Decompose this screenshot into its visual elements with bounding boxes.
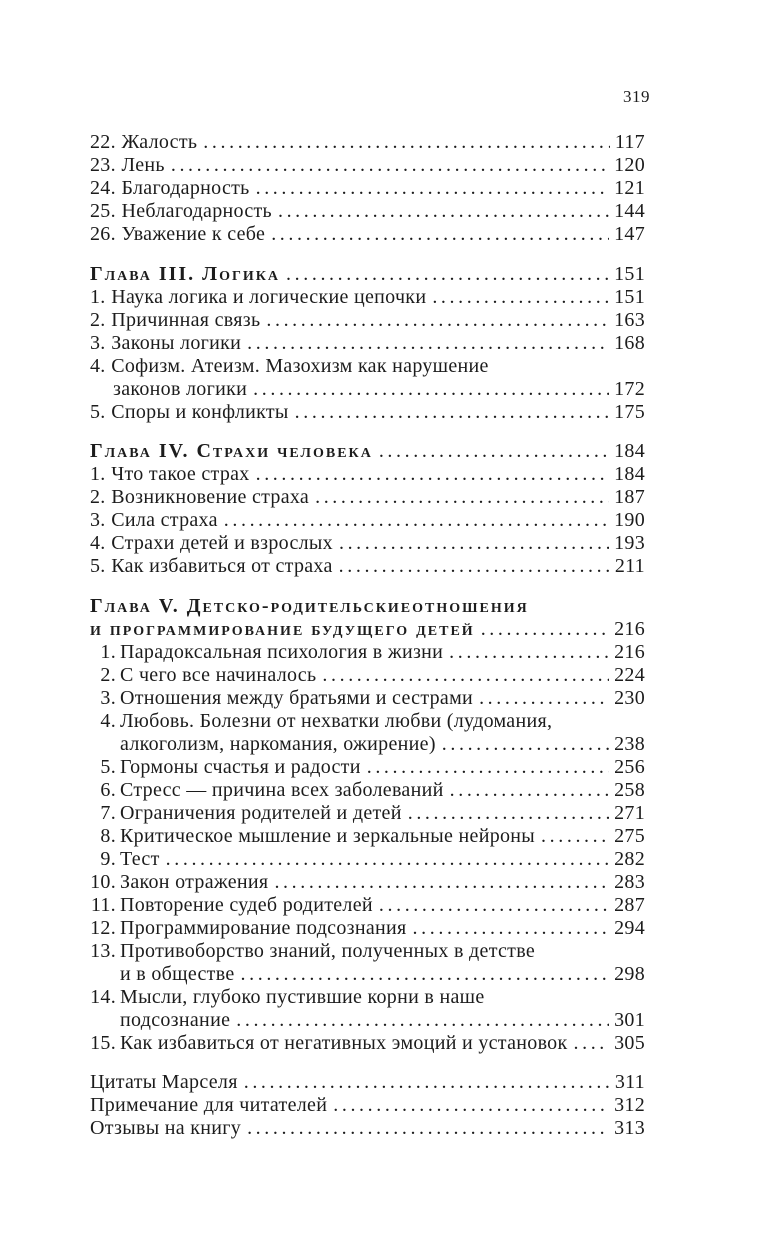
page-reference: 163 — [614, 309, 645, 331]
page-number: 319 — [623, 87, 650, 106]
toc-entry — [90, 687, 645, 710]
toc-entry — [90, 940, 645, 986]
toc-entry-number: 1. — [100, 641, 116, 663]
toc-entry-title: Лень — [121, 154, 165, 176]
toc-line — [90, 1117, 645, 1140]
dot-leader — [166, 848, 609, 871]
toc-entry-number: 3. — [90, 332, 106, 354]
toc-entry-title: Тест — [120, 848, 160, 870]
dot-leader — [333, 1094, 609, 1117]
toc-line — [90, 963, 645, 986]
toc-entry-number: 11. — [90, 894, 116, 916]
toc-line — [90, 177, 645, 200]
toc-line — [90, 440, 645, 463]
toc-line — [90, 664, 645, 687]
toc-entry-title: Программирование подсознания — [120, 917, 407, 939]
page-reference: 211 — [614, 555, 645, 577]
toc-entry — [90, 756, 645, 779]
toc-entry — [90, 286, 645, 309]
toc-entry — [90, 1094, 645, 1117]
toc-entry-number: 6. — [100, 779, 116, 801]
toc-entry-number: 4. — [100, 710, 116, 732]
toc-line — [90, 986, 645, 1009]
toc-line — [90, 871, 645, 894]
dot-leader — [295, 401, 609, 424]
page-reference: 121 — [614, 177, 645, 199]
toc-entry-title: подсознание — [120, 1009, 231, 1031]
toc-entry — [90, 825, 645, 848]
toc-entry-number: 26. — [90, 223, 116, 245]
page-reference: 147 — [614, 223, 645, 245]
toc-line — [90, 595, 645, 618]
toc-line — [90, 509, 645, 532]
toc-line — [90, 710, 645, 733]
toc-entry-title: Противоборство знаний, полученных в детстве — [120, 940, 536, 962]
toc-line — [90, 779, 645, 802]
toc-entry — [90, 509, 645, 532]
page-reference: 313 — [614, 1117, 645, 1139]
page-reference: 187 — [614, 486, 645, 508]
dot-leader — [339, 555, 610, 578]
toc-entry-number: 2. — [90, 309, 106, 331]
toc-line — [90, 1094, 645, 1117]
page-reference: 230 — [614, 687, 645, 709]
dot-leader — [271, 223, 609, 246]
toc-entry-number: 23. — [90, 154, 116, 176]
toc-entry-number: 1. — [90, 463, 106, 485]
dot-leader — [286, 263, 609, 286]
page-reference: 282 — [614, 848, 645, 870]
toc-entry-title: законов логики — [113, 378, 248, 400]
toc-entry — [90, 200, 645, 223]
toc-entry — [90, 641, 645, 664]
toc-line — [90, 802, 645, 825]
toc-line — [90, 618, 645, 641]
toc-entry — [90, 463, 645, 486]
toc-entry — [90, 177, 645, 200]
page-reference: 184 — [614, 463, 645, 485]
toc-entry — [90, 802, 645, 825]
toc-entry — [90, 710, 645, 756]
toc-entry — [90, 664, 645, 687]
toc-entry-number: 8. — [100, 825, 116, 847]
chapter-title: Глава III. Логика — [90, 263, 281, 285]
toc-entry-number: 14. — [90, 986, 116, 1008]
toc-line — [90, 223, 645, 246]
page-reference: 256 — [614, 756, 645, 778]
toc-entry-title: Жалость — [121, 131, 198, 153]
toc-entry-number: 3. — [90, 509, 106, 531]
toc-section — [90, 131, 645, 246]
dot-leader — [479, 687, 609, 710]
toc-entry — [90, 309, 645, 332]
toc-entry-title: Законы логики — [111, 332, 242, 354]
table-of-contents — [90, 131, 645, 1140]
dot-leader — [322, 664, 609, 687]
toc-entry-number: 3. — [100, 687, 116, 709]
toc-entry-title: Причинная связь — [111, 309, 261, 331]
page-reference: 258 — [614, 779, 645, 801]
toc-entry — [90, 1117, 645, 1140]
toc-entry — [90, 131, 645, 154]
toc-line — [90, 401, 645, 424]
dot-leader — [244, 1071, 610, 1094]
toc-section-chapter-5 — [90, 595, 645, 1055]
page-reference: 224 — [614, 664, 645, 686]
toc-entry-title: Неблагодарность — [121, 200, 272, 222]
dot-leader — [574, 1032, 610, 1055]
page-reference: 294 — [614, 917, 645, 939]
toc-line — [90, 154, 645, 177]
toc-line — [90, 378, 645, 401]
toc-entry-title: Стресс — причина всех заболеваний — [120, 779, 444, 801]
toc-entry — [90, 332, 645, 355]
toc-entry-title: алкоголизм, наркомания, ожирение) — [120, 733, 436, 755]
toc-entry — [90, 355, 645, 401]
toc-entry-number: 13. — [90, 940, 116, 962]
toc-line — [90, 1032, 645, 1055]
toc-line — [90, 894, 645, 917]
toc-entry-number: 2. — [100, 664, 116, 686]
toc-entry-title: Примечание для читателей — [90, 1094, 328, 1116]
toc-line — [90, 200, 645, 223]
toc-entry-number: 9. — [100, 848, 116, 870]
page-reference: 301 — [614, 1009, 645, 1031]
toc-entry-number: 1. — [90, 286, 106, 308]
page-reference: 144 — [614, 200, 645, 222]
dot-leader — [450, 779, 609, 802]
dot-leader — [408, 802, 609, 825]
page-reference: 151 — [614, 263, 645, 285]
page-reference: 175 — [614, 401, 645, 423]
toc-entry — [90, 401, 645, 424]
toc-entry-number: 5. — [90, 555, 106, 577]
page-reference: 312 — [614, 1094, 645, 1116]
page-reference: 216 — [614, 618, 645, 640]
dot-leader — [413, 917, 610, 940]
toc-entry-title: Гормоны счастья и радости — [120, 756, 361, 778]
toc-line — [90, 641, 645, 664]
dot-leader — [253, 378, 609, 401]
dot-leader — [241, 963, 610, 986]
toc-line — [90, 286, 645, 309]
toc-entry — [90, 1071, 645, 1094]
toc-entry — [90, 154, 645, 177]
toc-section-chapter-3 — [90, 263, 645, 424]
page-reference: 184 — [614, 440, 645, 462]
toc-entry-title: Софизм. Атеизм. Мазохизм как нарушение — [111, 355, 489, 377]
toc-entry-title: Мысли, глубоко пустившие корни в наше — [120, 986, 485, 1008]
dot-leader — [203, 131, 610, 154]
dot-leader — [379, 440, 609, 463]
toc-entry-title: Что такое страх — [111, 463, 250, 485]
toc-line — [90, 332, 645, 355]
toc-line — [90, 532, 645, 555]
page-reference: 298 — [614, 963, 645, 985]
toc-entry — [90, 848, 645, 871]
toc-entry — [90, 555, 645, 578]
page-reference: 305 — [614, 1032, 645, 1054]
toc-entry-number: 5. — [100, 756, 116, 778]
toc-entry-number: 4. — [90, 532, 106, 554]
toc-line — [90, 917, 645, 940]
toc-chapter-heading — [90, 440, 645, 463]
chapter-title: Глава IV. Страхи человека — [90, 440, 373, 462]
toc-entry — [90, 986, 645, 1032]
toc-line — [90, 555, 645, 578]
toc-chapter-heading — [90, 263, 645, 286]
dot-leader — [247, 332, 609, 355]
toc-entry-title: Отзывы на книгу — [90, 1117, 242, 1139]
dot-leader — [274, 871, 609, 894]
dot-leader — [247, 1117, 609, 1140]
toc-entry-number: 2. — [90, 486, 106, 508]
toc-line — [90, 131, 645, 154]
toc-chapter-heading — [90, 595, 645, 641]
toc-line — [90, 486, 645, 509]
toc-entry-title: Сила страха — [111, 509, 218, 531]
dot-leader — [256, 463, 609, 486]
toc-entry — [90, 894, 645, 917]
toc-entry-title: Повторение судеб родителей — [120, 894, 373, 916]
dot-leader — [256, 177, 609, 200]
dot-leader — [339, 532, 609, 555]
toc-entry — [90, 532, 645, 555]
toc-entry-number: 7. — [100, 802, 116, 824]
page-reference: 117 — [614, 131, 645, 153]
chapter-title: Глава V. Детско-родительскиеотношения — [90, 595, 529, 617]
dot-leader — [481, 618, 609, 641]
dot-leader — [541, 825, 609, 848]
toc-entry-title: Отношения между братьями и сестрами — [120, 687, 474, 709]
page-reference: 193 — [614, 532, 645, 554]
toc-entry — [90, 1032, 645, 1055]
page-reference: 216 — [614, 641, 645, 663]
toc-entry-title: Как избавиться от негативных эмоций и установок — [120, 1032, 568, 1054]
toc-line — [90, 1009, 645, 1032]
toc-entry-title: Страхи детей и взрослых — [111, 532, 333, 554]
toc-entry — [90, 917, 645, 940]
page-reference: 190 — [614, 509, 645, 531]
dot-leader — [236, 1009, 609, 1032]
toc-entry-number: 25. — [90, 200, 116, 222]
toc-entry-title: Парадоксальная психология в жизни — [120, 641, 444, 663]
dot-leader — [278, 200, 609, 223]
toc-line — [90, 1071, 645, 1094]
page-reference: 172 — [614, 378, 645, 400]
page-reference: 275 — [614, 825, 645, 847]
toc-line — [90, 825, 645, 848]
toc-line — [90, 848, 645, 871]
toc-entry-title: Наука логика и логические цепочки — [111, 286, 427, 308]
toc-entry-number: 24. — [90, 177, 116, 199]
toc-entry-title: Возникновение страха — [111, 486, 310, 508]
toc-entry — [90, 486, 645, 509]
toc-entry-number: 10. — [90, 871, 116, 893]
toc-entry-title: Критическое мышление и зеркальные нейроны — [120, 825, 536, 847]
toc-entry-number: 12. — [90, 917, 116, 939]
toc-entry-title: Благодарность — [121, 177, 250, 199]
toc-entry — [90, 871, 645, 894]
toc-line — [90, 733, 645, 756]
toc-line — [90, 263, 645, 286]
page-reference: 238 — [614, 733, 645, 755]
toc-entry-title: Цитаты Марселя — [90, 1071, 238, 1093]
dot-leader — [379, 894, 609, 917]
toc-entry-title: Ограничения родителей и детей — [120, 802, 402, 824]
toc-line — [90, 940, 645, 963]
dot-leader — [315, 486, 609, 509]
page-reference: 311 — [614, 1071, 645, 1093]
toc-entry — [90, 779, 645, 802]
page-reference: 151 — [614, 286, 645, 308]
page-reference: 271 — [614, 802, 645, 824]
toc-line — [90, 355, 645, 378]
dot-leader — [432, 286, 609, 309]
toc-entry-title: С чего все начиналось — [120, 664, 317, 686]
toc-entry-title: Уважение к себе — [121, 223, 266, 245]
dot-leader — [367, 756, 609, 779]
chapter-title: и программирование будущего детей — [90, 618, 475, 640]
page-reference: 168 — [614, 332, 645, 354]
toc-entry-title: Закон отражения — [120, 871, 269, 893]
dot-leader — [171, 154, 609, 177]
page-reference: 120 — [614, 154, 645, 176]
dot-leader — [449, 641, 609, 664]
toc-entry-number: 5. — [90, 401, 106, 423]
page-reference: 287 — [614, 894, 645, 916]
toc-line — [90, 687, 645, 710]
toc-entry-title: Любовь. Болезни от нехватки любви (лудомания, — [120, 710, 553, 732]
dot-leader — [224, 509, 609, 532]
dot-leader — [266, 309, 609, 332]
toc-line — [90, 309, 645, 332]
toc-line — [90, 463, 645, 486]
toc-section-chapter-4 — [90, 440, 645, 578]
toc-line — [90, 756, 645, 779]
toc-entry-title: Споры и конфликты — [111, 401, 289, 423]
toc-section-appendix — [90, 1071, 645, 1140]
toc-entry-number: 22. — [90, 131, 116, 153]
dot-leader — [442, 733, 609, 756]
page-reference: 283 — [614, 871, 645, 893]
toc-entry-title: и в обществе — [120, 963, 235, 985]
toc-entry — [90, 223, 645, 246]
toc-entry-number: 4. — [90, 355, 106, 377]
toc-entry-title: Как избавиться от страха — [111, 555, 333, 577]
toc-entry-number: 15. — [90, 1032, 116, 1054]
